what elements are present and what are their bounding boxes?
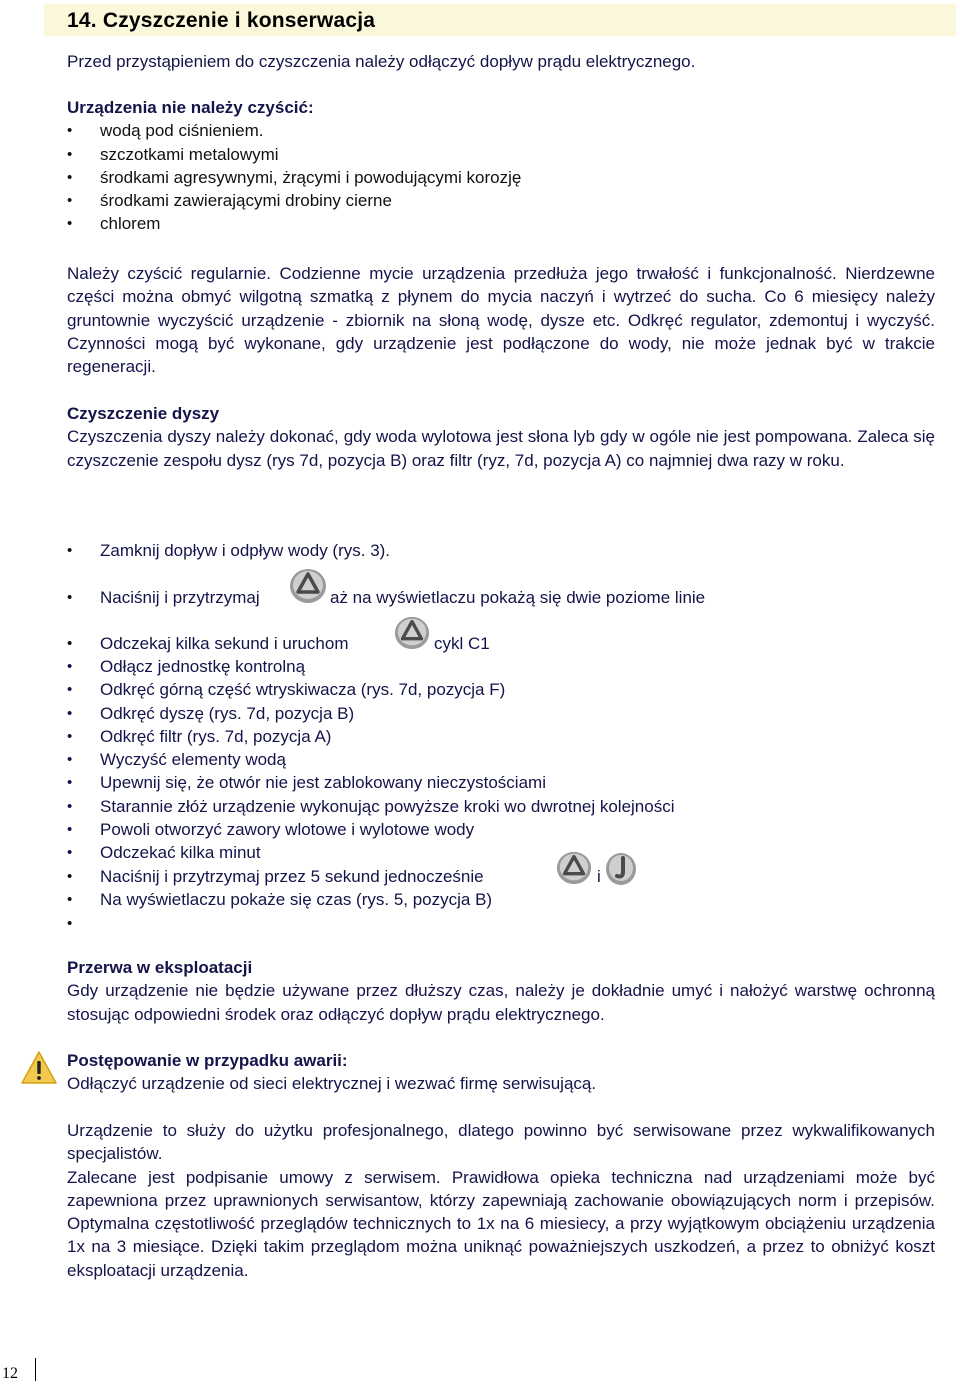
list-item: • środkami agresywnymi, żrącymi i powodującymi korozję [67,166,935,189]
break-section [67,956,935,1026]
list-item: • Odkręć filtr (rys. 7d, pozycja A) [67,725,935,748]
list-item: • Powoli otworzyć zawory wlotowe i wylotowe wody [67,818,935,841]
service-paragraph-2: Zalecane jest podpisanie umowy z serwisem. Prawidłowa opieka techniczna nad urządzeniami może być zapewniona przez uprawnionych serwisantow, którzy zapewniają zachowanie obowiązujących norm i przepisów. Optymalna częstotliwość przeglądów technicznych to 1x na 6 miesiecy, a przy wyjątkowym obciążeniu urządzenia 1x na 3 miesiące. Dzięki takim przeglądom można uniknąć poważniejszych uszkodzeń, a przez to obniżyć koszt eksploatacji urządzenia. [67,1167,935,1280]
page-number-divider [35,1358,36,1381]
service-paragraph-1: Urządzenie to służy do użytku profesjonalnego, dlatego powinno być serwisowane przez wykwalifikowanych specjalistów. [67,1121,935,1164]
list-item: • Odkręć górną część wtryskiwacza (rys. 7d, pozycja F) [67,678,935,701]
warning-triangle-icon [20,1050,58,1086]
failure-heading: Postępowanie w przypadku awarii: [67,1051,348,1070]
step-press-both-and: i [597,867,601,886]
nozzle-text: Czyszczenia dyszy należy dokonać, gdy woda wylotowa jest słona lyb gdy w ogóle nie jest pompowana. Zaleca się czyszczenie zespołu dysz (rys 7d, pozycja B) oraz filtr (ryz, 7d, pozycja A) co najmniej dwa razy w roku. [67,427,935,470]
recycle-button-icon [393,615,431,651]
break-text: Gdy urządzenie nie będzie używane przez dłuższy czas, należy je dokładnie umyć i nałożyć warstwę ochronną stosując odpowiedni środek oraz odłączyć dopływ prądu elektrycznego. [67,981,935,1024]
failure-text: Odłączyć urządzenie od sieci elektrycznej i wezwać firmę serwisującą. [67,1074,597,1094]
steps-list [67,655,935,865]
list-item: • Upewnij się, że otwór nie jest zablokowany nieczystościami [67,771,935,794]
regular-cleaning-text: Należy czyścić regularnie. Codzienne mycie urządzenia przedłuża jego trwałość i funkcjonalność. Nierdzewne części można obmyć wilgotną szmatką z płynem do mycia naczyń i wytrzeć do sucha. Co 6 miesięcy należy gruntownie wyczyścić urządzenie - zbiornik na słoną wodę, dysze etc. Odkręć regulator, zdemontuj i wyczyść. Czynności mogą być wykonane, gdy urządzenie jest podłączone do wody, nie może jednak być w trakcie regeneracji. [67,264,935,377]
list-item: • wodą pod ciśnieniem. [67,119,935,142]
step-press-hold-suffix: aż na wyświetlaczu pokażą się dwie poziome linie [330,588,706,607]
list-item: • środkami zawierającymi drobiny cierne [67,189,935,212]
nozzle-heading: Czyszczenie dyszy [67,404,220,423]
failure-section [67,1049,935,1096]
break-heading: Przerwa w eksploatacji [67,958,253,977]
list-item: • Starannie złóż urządzenie wykonując powyższe kroki wo dwrotnej kolejności [67,795,935,818]
recycle-button-icon [555,850,593,886]
step-start-cycle-suffix: cykl C1 [434,634,490,653]
clock-button-icon [605,852,637,886]
nozzle-section [67,402,935,472]
service-section [67,1119,935,1282]
do-not-clean-heading: Urządzenia nie należy czyścić: [67,98,314,117]
list-item: • Odczekać kilka minut [67,841,935,864]
section-title: 14. Czyszczenie i konserwacja [67,9,376,32]
page-number: 12 [2,1365,18,1382]
list-item: • Wyczyść elementy wodą [67,748,935,771]
list-item: • szczotkami metalowymi [67,143,935,166]
list-item: • chlorem [67,212,935,235]
list-item: • Odkręć dyszę (rys. 7d, pozycja B) [67,702,935,725]
steps-list-section [67,655,935,865]
do-not-clean-section [67,96,935,236]
recycle-button-icon [288,568,328,604]
do-not-clean-list [67,119,935,235]
intro-text: Przed przystąpieniem do czyszczenia należy odłączyć dopływ prądu elektrycznego. [67,52,696,71]
list-item: • Odłącz jednostkę kontrolną [67,655,935,678]
